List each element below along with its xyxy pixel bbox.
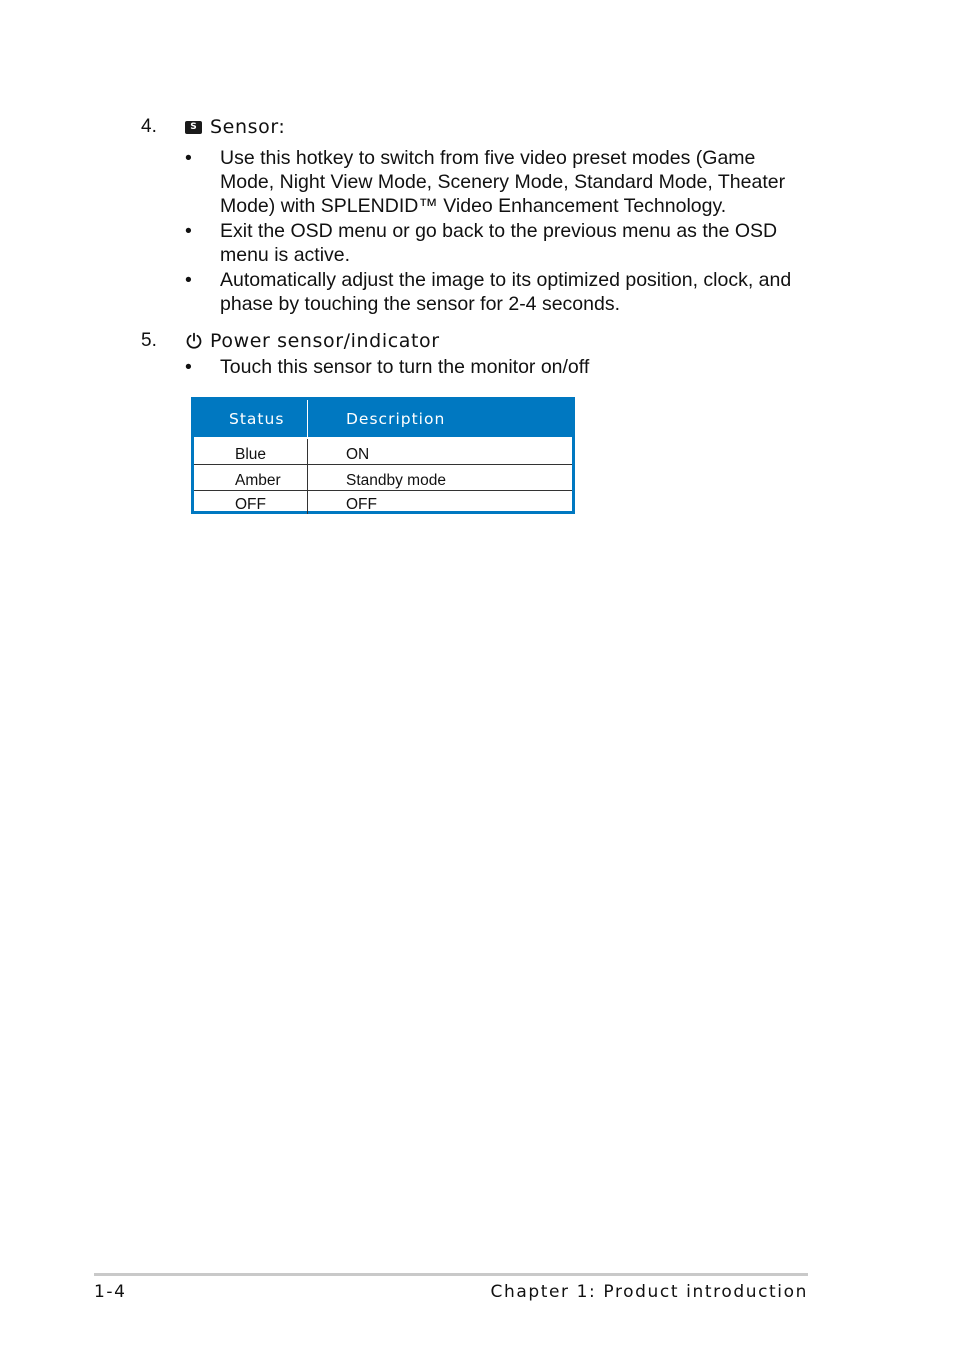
status-table (191, 397, 575, 514)
item-4-bullets (185, 146, 805, 317)
list-item: • Exit the OSD menu or go back to the previous menu as the OSD menu is active. (185, 219, 805, 267)
table-cell: OFF (346, 496, 377, 513)
list-item: • Automatically adjust the image to its optimized position, clock, and phase by touching the sensor for 2-4 seconds. (185, 268, 805, 316)
table-cell: Blue (194, 439, 308, 464)
item-number: 5. (141, 330, 157, 351)
item-title: Sensor: (210, 116, 286, 138)
table-row (194, 465, 572, 491)
item-title: Power sensor/indicator (210, 330, 440, 352)
list-item: • Touch this sensor to turn the monitor on/off (185, 355, 805, 379)
header-status: Status (194, 400, 308, 437)
item-4-heading (141, 114, 285, 140)
table-cell: ON (346, 446, 370, 463)
table-row (194, 439, 572, 465)
header-description: Description (346, 409, 446, 428)
table-cell: OFF (194, 491, 308, 514)
footer-divider (94, 1273, 808, 1276)
table-cell: Amber (194, 465, 308, 490)
item-5-heading (141, 328, 440, 354)
item-number: 4. (141, 116, 157, 137)
s-hotkey-icon: S (185, 121, 202, 134)
table-row (194, 491, 572, 514)
list-item: • Use this hotkey to switch from five video preset modes (Game Mode, Night View Mode, Scenery Mode, Standard Mode, Theater Mode) with SPLENDID™ Video Enhancement Technology. (185, 146, 805, 218)
table-cell: Standby mode (346, 472, 446, 489)
chapter-title: Chapter 1: Product introduction (490, 1282, 808, 1302)
item-5-bullets (185, 355, 805, 380)
table-header (194, 400, 572, 439)
page-number: 1-4 (94, 1282, 127, 1302)
power-icon (185, 332, 203, 350)
